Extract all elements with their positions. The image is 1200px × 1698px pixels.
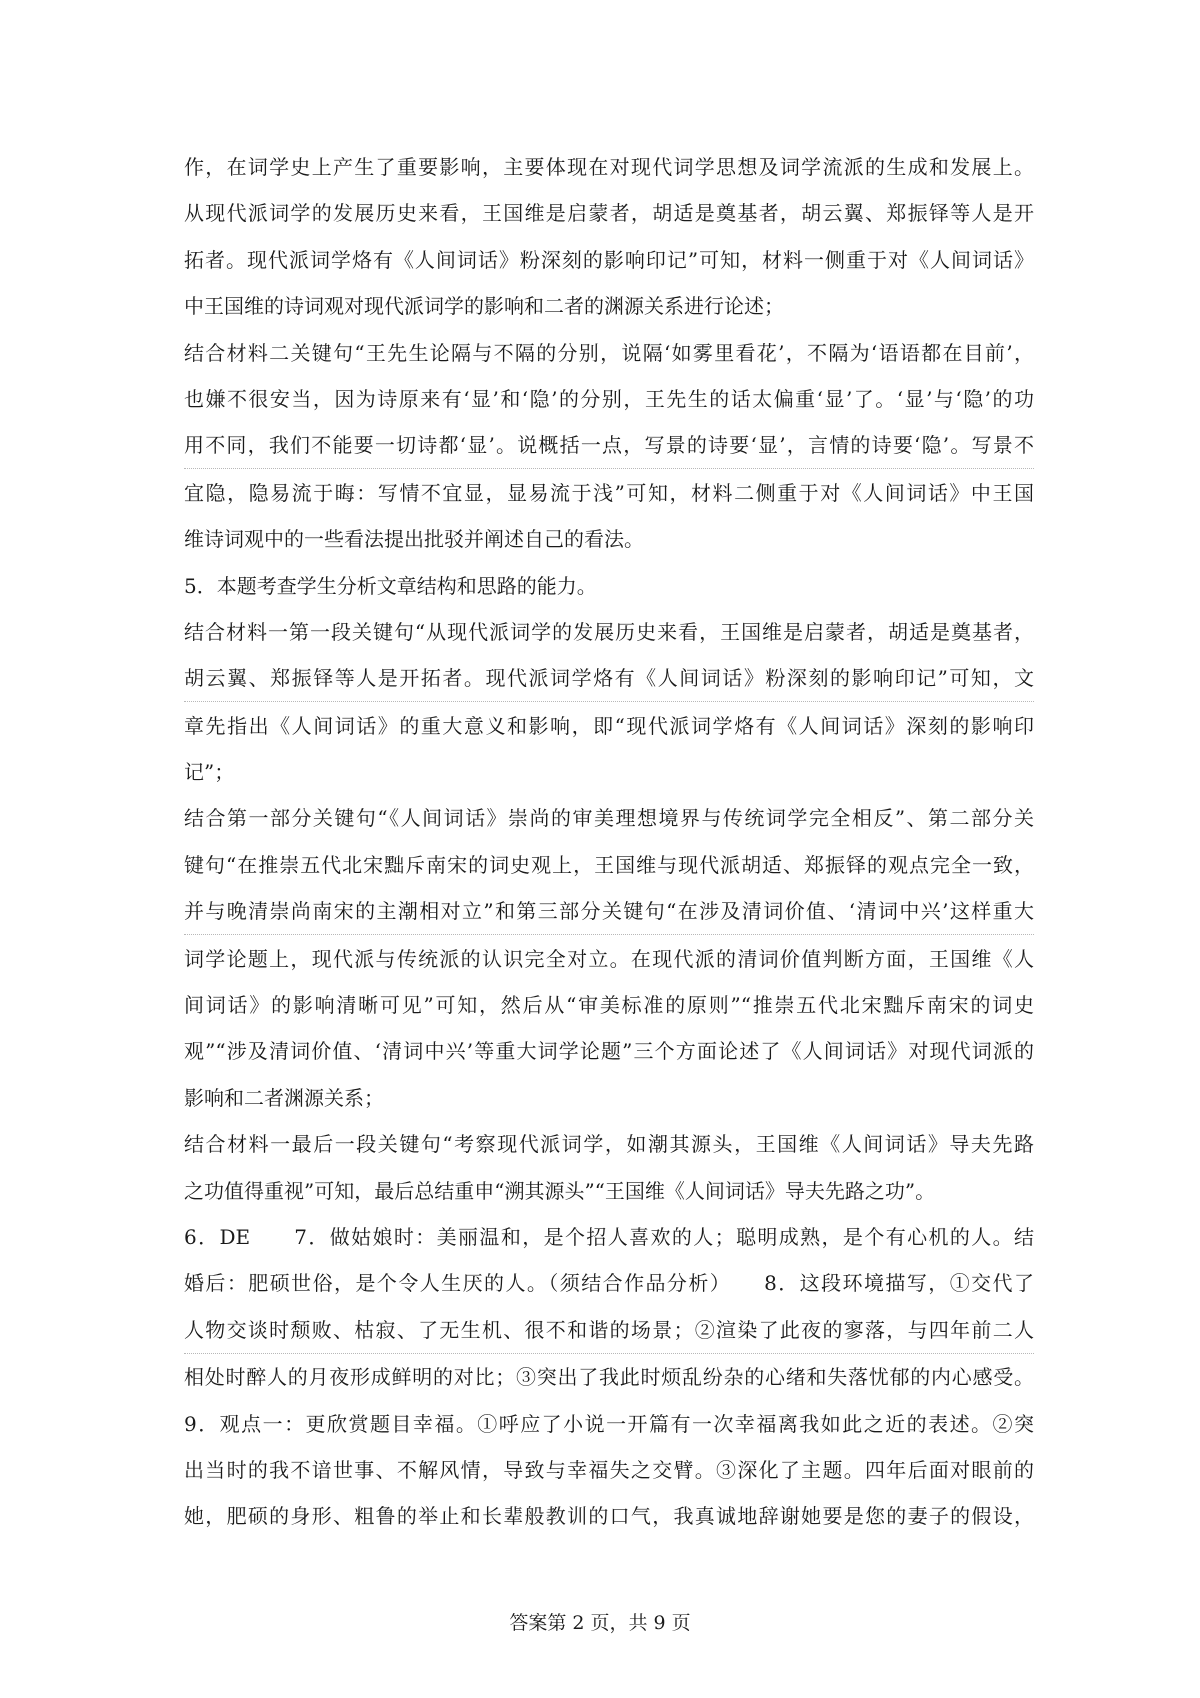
text-line: 结合第一部分关键句“《人间词话》崇尚的审美理想境界与传统词学完全相反”、第二部分关 xyxy=(184,806,1034,831)
question-9-answer: 9．观点一：更欣赏题目幸福。①呼应了小说一开篇有一次幸福离我如此之近的表述。②突 xyxy=(184,1411,1034,1436)
text-line: 影响和二者渊源关系； xyxy=(184,1085,384,1110)
text-line: 用不同，我们不能要一切诗都‘显’。说概括一点，写景的诗要‘显’，言情的诗要‘隐’。写景不 xyxy=(184,422,1034,469)
text-line: 宜隐，隐易流于晦：写情不宜显，显易流于浅”可知，材料二侧重于对《人间词话》中王国 xyxy=(184,480,1034,505)
text-line: 结合材料二关键句“王先生论隔与不隔的分别，说隔‘如雾里看花’，不隔为‘语语都在目前’， xyxy=(184,340,1034,365)
text-line: 章先指出《人间词话》的重大意义和影响，即“现代派词学烙有《人间词话》深刻的影响印 xyxy=(184,713,1034,738)
text-line: 也嫌不很安当，因为诗原来有‘显’和‘隐’的分别，王先生的话太偏重‘显’了。‘显’与‘隐’的功 xyxy=(184,386,1034,411)
text-line: 出当时的我不谙世事、不解风情，导致与幸福失之交臂。③深化了主题。四年后面对眼前的 xyxy=(184,1457,1034,1482)
text-line: 结合材料一第一段关键句“从现代派词学的发展历史来看，王国维是启蒙者，胡适是奠基者， xyxy=(184,619,1034,644)
text-line: 作，在词学史上产生了重要影响，主要体现在对现代词学思想及词学流派的生成和发展上。 xyxy=(184,155,1034,179)
text-line: 中王国维的诗词观对现代派词学的影响和二者的渊源关系进行论述； xyxy=(184,294,784,319)
text-line: 拓者。现代派词学烙有《人间词话》粉深刻的影响印记”可知，材料一侧重于对《人间词话》 xyxy=(184,247,1034,272)
text-line: 记”； xyxy=(184,760,235,785)
answer-text-body xyxy=(184,144,1034,1540)
text-line: 间词话》的影响清晰可见”可知，然后从“审美标准的原则”“推崇五代北宋黜斥南宋的词史 xyxy=(184,993,1034,1018)
text-line: 从现代派词学的发展历史来看，王国维是启蒙者，胡适是奠基者，胡云翼、郑振铎等人是开 xyxy=(184,201,1034,226)
text-line: 胡云翼、郑振铎等人是开拓者。现代派词学烙有《人间词话》粉深刻的影响印记”可知，文 xyxy=(184,655,1034,702)
page-footer: 答案第 2 页，共 9 页 xyxy=(509,1612,691,1634)
text-line: 人物交谈时颓败、枯寂、了无生机、很不和谐的场景；②渲染了此夜的寥落，与四年前二人 xyxy=(184,1307,1034,1354)
question-5-heading: 5．本题考查学生分析文章结构和思路的能力。 xyxy=(184,573,597,598)
text-line: 键句“在推崇五代北宋黜斥南宋的词史观上，王国维与现代派胡适、郑振铎的观点完全一致， xyxy=(184,852,1034,877)
question-6-7-answer: 6．DE 7．做姑娘时：美丽温和，是个招人喜欢的人；聪明成熟，是个有心机的人。结 xyxy=(184,1224,1034,1249)
text-line: 观”“涉及清词价值、‘清词中兴’等重大词学论题”三个方面论述了《人间词话》对现代词派的 xyxy=(184,1039,1034,1064)
text-line: 结合材料一最后一段关键句“考察现代派词学，如潮其源头，王国维《人间词话》导夫先路 xyxy=(184,1132,1034,1157)
text-line: 维诗词观中的一些看法提出批驳并阐述自己的看法。 xyxy=(184,527,644,552)
text-line: 相处时醉人的月夜形成鲜明的对比；③突出了我此时烦乱纷杂的心绪和失落忧郁的内心感受。 xyxy=(184,1365,1034,1390)
text-line: 她，肥硕的身形、粗鲁的举止和长辈般教训的口气，我真诚地辞谢她要是您的妻子的假设， xyxy=(184,1504,1034,1529)
text-line: 词学论题上，现代派与传统派的认识完全对立。在现代派的清词价值判断方面，王国维《人 xyxy=(184,946,1034,971)
text-line: 并与晚清崇尚南宋的主潮相对立”和第三部分关键句“在涉及清词价值、‘清词中兴’这样重大 xyxy=(184,888,1034,935)
question-8-answer: 婚后：肥硕世俗，是个令人生厌的人。（须结合作品分析） 8．这段环境描写，①交代了 xyxy=(184,1271,1034,1296)
text-line: 之功值得重视”可知，最后总结重申“溯其源头”“王国维《人间词话》导夫先路之功”。 xyxy=(184,1178,936,1203)
